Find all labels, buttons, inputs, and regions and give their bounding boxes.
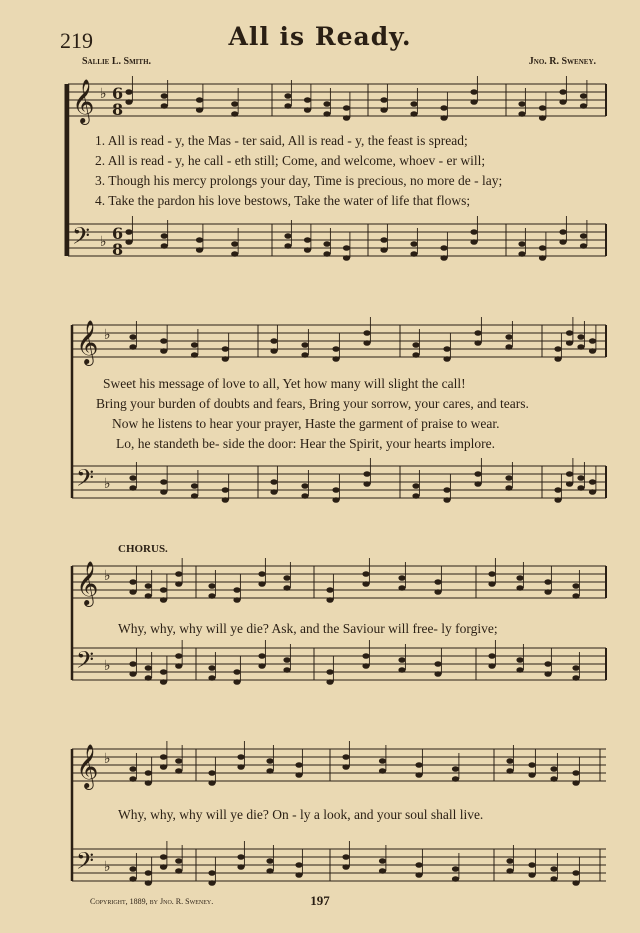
note-head [129,475,136,481]
key-flat-icon: ♭ [104,658,111,674]
note-head [160,864,167,870]
note-head [398,657,405,663]
note-head [323,251,330,257]
note-head [518,251,525,257]
note-head [559,89,566,95]
note-head [398,585,405,591]
note-head [412,493,419,499]
note-head [488,571,495,577]
note-head [539,105,546,111]
note-head [443,497,450,503]
note-head [577,334,584,340]
note-head [539,245,546,251]
note-head [559,99,566,105]
verse-line: Lo, he standeth be- side the door: Hear the Spirit, your hearts implore. [116,436,496,451]
note-head [258,581,265,587]
note-head [577,475,584,481]
note-head [505,344,512,350]
verse-line: 1. All is read - y, the Mas - ter said, All is read - y, the feast is spread; [95,133,468,148]
note-head [452,876,459,882]
note-head [415,872,422,878]
note-head [175,768,182,774]
note-head [343,245,350,251]
note-head [283,585,290,591]
note-head [326,587,333,593]
note-head [161,243,168,249]
key-flat-icon: ♭ [100,234,107,250]
note-head [208,780,215,786]
note-head [554,497,561,503]
key-flat-icon: ♭ [100,86,107,102]
note-head [488,653,495,659]
note-head [434,671,441,677]
note-head [323,111,330,117]
note-head [589,479,596,485]
note-head [145,583,152,589]
key-flat-icon: ♭ [104,859,111,875]
note-head [362,571,369,577]
note-head [412,352,419,358]
note-head [237,854,244,860]
note-head [208,675,215,681]
treble-clef-icon: 𝄞 [76,561,99,605]
note-head [580,233,587,239]
note-head [440,115,447,121]
note-head [295,872,302,878]
note-head [283,657,290,663]
note-head [129,661,136,667]
note-head [208,880,215,886]
note-head [544,671,551,677]
chorus-label: CHORUS. [118,543,168,555]
note-head [380,237,387,243]
note-head [208,770,215,776]
note-head [440,255,447,261]
note-head [342,854,349,860]
note-head [304,237,311,243]
note-head [410,111,417,117]
note-head [332,356,339,362]
note-head [266,758,273,764]
note-head [474,330,481,336]
note-head [362,653,369,659]
note-head [196,97,203,103]
note-head [506,858,513,864]
note-head [222,497,229,503]
note-head [342,754,349,760]
note-head [415,772,422,778]
note-head [589,338,596,344]
note-head [295,862,302,868]
note-head [566,471,573,477]
note-head [129,766,136,772]
note-head [342,764,349,770]
note-head [379,758,386,764]
note-head [233,587,240,593]
note-head [363,340,370,346]
note-head [580,103,587,109]
note-head [323,101,330,107]
note-head [129,876,136,882]
note-head [516,667,523,673]
note-head [237,764,244,770]
verse-line: 4. Take the pardon his love bestows, Take the water of life that flows; [95,193,471,208]
note-head [125,89,132,95]
note-head [516,585,523,591]
note-head [589,489,596,495]
note-head [284,233,291,239]
note-head [572,665,579,671]
note-head [125,99,132,105]
note-head [129,776,136,782]
note-head [518,241,525,247]
note-head [488,663,495,669]
time-signature: 6 [112,84,124,103]
note-head [550,876,557,882]
note-head [415,762,422,768]
note-head [160,338,167,344]
note-head [129,334,136,340]
note-head [129,589,136,595]
key-flat-icon: ♭ [104,327,111,343]
note-head [258,571,265,577]
note-head [566,330,573,336]
note-head [208,593,215,599]
note-head [528,772,535,778]
note-head [589,348,596,354]
note-head [452,766,459,772]
note-head [343,255,350,261]
note-head [505,475,512,481]
note-head [343,105,350,111]
note-head [160,489,167,495]
note-head [175,581,182,587]
note-head [160,754,167,760]
note-head [208,583,215,589]
note-head [470,239,477,245]
note-head [559,229,566,235]
treble-clef-icon: 𝄞 [72,79,95,123]
note-head [208,870,215,876]
note-head [270,338,277,344]
note-head [544,579,551,585]
note-head [443,346,450,352]
note-head [380,107,387,113]
note-head [326,597,333,603]
note-head [196,107,203,113]
note-head [506,768,513,774]
note-head [129,671,136,677]
note-head [363,471,370,477]
note-head [326,669,333,675]
note-head [233,669,240,675]
note-head [362,663,369,669]
note-head [470,89,477,95]
note-head [572,870,579,876]
note-head [301,483,308,489]
chorus-line-2: Why, why, why will ye die? On - ly a look, and your soul shall live. [118,807,484,822]
note-head [343,115,350,121]
note-head [398,667,405,673]
note-head [160,679,167,685]
note-head [380,247,387,253]
note-head [434,589,441,595]
note-head [233,679,240,685]
note-head [452,776,459,782]
note-head [572,583,579,589]
note-head [160,854,167,860]
note-head [434,661,441,667]
note-head [410,101,417,107]
note-head [231,251,238,257]
note-head [231,101,238,107]
note-head [518,101,525,107]
note-head [379,868,386,874]
note-head [440,245,447,251]
bass-clef-icon: 𝄢 [76,847,95,880]
note-head [145,675,152,681]
note-head [301,352,308,358]
bass-clef-icon: 𝄢 [76,646,95,679]
verse-block-2 [96,374,529,454]
note-head [528,762,535,768]
note-head [577,485,584,491]
note-head [474,471,481,477]
note-head [191,352,198,358]
note-head [175,758,182,764]
note-head [145,665,152,671]
note-head [412,483,419,489]
verse-line: Sweet his message of love to all, Yet how many will slight the call! [103,376,466,391]
bass-clef-icon: 𝄢 [72,222,91,255]
note-head [129,344,136,350]
note-head [270,348,277,354]
note-head [572,675,579,681]
note-head [283,575,290,581]
verse-line: Bring your burden of doubts and fears, Bring your sorrow, your cares, and tears. [96,396,529,411]
note-head [295,762,302,768]
note-head [332,497,339,503]
note-head [222,487,229,493]
note-head [266,868,273,874]
note-head [175,868,182,874]
note-head [410,251,417,257]
note-head [160,597,167,603]
note-head [380,97,387,103]
copyright-notice: Copyright, 1889, by Jno. R. Sweney. [90,897,214,906]
note-head [518,111,525,117]
note-head [231,111,238,117]
hymn-number: 219 [60,28,93,53]
note-head [160,764,167,770]
note-head [295,772,302,778]
verse-line: Now he listens to hear your prayer, Haste the garment of praise to wear. [112,416,500,431]
note-head [258,653,265,659]
page-number: 197 [310,893,330,908]
note-head [284,243,291,249]
note-head [443,356,450,362]
note-head [191,493,198,499]
note-head [160,479,167,485]
note-head [572,880,579,886]
note-head [304,247,311,253]
note-head [505,334,512,340]
note-head [266,858,273,864]
bass-clef-icon: 𝄢 [76,464,95,497]
note-head [237,864,244,870]
note-head [160,587,167,593]
note-head [362,581,369,587]
note-head [516,575,523,581]
note-head [528,862,535,868]
note-head [301,342,308,348]
note-head [304,107,311,113]
note-head [283,667,290,673]
note-head [572,593,579,599]
note-head [175,571,182,577]
note-head [332,487,339,493]
note-head [363,330,370,336]
note-head [266,768,273,774]
note-head [415,862,422,868]
lyricist-credit: Sallie L. Smith. [82,56,152,67]
time-signature: 8 [112,100,124,119]
note-head [129,579,136,585]
note-head [539,255,546,261]
key-flat-icon: ♭ [104,476,111,492]
note-head [208,665,215,671]
note-head [222,346,229,352]
note-head [196,247,203,253]
note-head [161,93,168,99]
note-head [145,593,152,599]
time-signature: 6 [112,224,124,243]
note-head [443,487,450,493]
note-head [516,657,523,663]
note-head [398,575,405,581]
note-head [412,342,419,348]
note-head [544,589,551,595]
note-head [554,356,561,362]
note-head [572,770,579,776]
note-head [129,866,136,872]
note-head [566,340,573,346]
note-head [196,237,203,243]
note-head [231,241,238,247]
note-head [470,229,477,235]
note-head [410,241,417,247]
note-head [577,344,584,350]
note-head [440,105,447,111]
key-flat-icon: ♭ [104,568,111,584]
note-head [506,758,513,764]
note-head [363,481,370,487]
note-head [175,663,182,669]
note-head [470,99,477,105]
note-head [323,241,330,247]
note-head [566,481,573,487]
treble-clef-icon: 𝄞 [76,744,99,788]
note-head [488,581,495,587]
note-head [379,768,386,774]
chorus-line-1: Why, why, why will ye die? Ask, and the Saviour will free- ly forgive; [118,621,498,636]
note-head [550,866,557,872]
note-head [270,489,277,495]
note-head [191,483,198,489]
note-head [332,346,339,352]
note-head [580,243,587,249]
note-head [554,487,561,493]
note-head [342,864,349,870]
note-head [237,754,244,760]
note-head [434,579,441,585]
note-head [301,493,308,499]
note-head [474,481,481,487]
note-head [559,239,566,245]
note-head [160,348,167,354]
composer-credit: Jno. R. Sweney. [528,56,596,67]
note-head [175,653,182,659]
note-head [284,93,291,99]
note-head [270,479,277,485]
note-head [506,868,513,874]
note-head [550,776,557,782]
note-head [258,663,265,669]
verse-line: 2. All is read - y, he call - eth still; Come, and welcome, whoev - er will; [95,153,486,168]
note-head [474,340,481,346]
note-head [191,342,198,348]
note-head [452,866,459,872]
note-head [233,597,240,603]
note-head [528,872,535,878]
note-head [554,346,561,352]
time-signature: 8 [112,240,124,259]
note-head [326,679,333,685]
note-head [145,770,152,776]
treble-clef-icon: 𝄞 [76,320,99,364]
note-head [145,880,152,886]
note-head [222,356,229,362]
note-head [544,661,551,667]
note-head [161,233,168,239]
note-head [304,97,311,103]
note-head [379,858,386,864]
note-head [284,103,291,109]
hymn-title: All is Ready. [228,22,412,51]
note-head [129,485,136,491]
note-head [580,93,587,99]
verse-block-1 [95,131,502,211]
note-head [125,229,132,235]
note-head [539,115,546,121]
note-head [550,766,557,772]
note-head [161,103,168,109]
note-head [175,858,182,864]
note-head [125,239,132,245]
note-head [145,870,152,876]
note-head [160,669,167,675]
key-flat-icon: ♭ [104,751,111,767]
verse-line: 3. Though his mercy prolongs your day, Time is precious, no more de - lay; [95,173,503,188]
note-head [505,485,512,491]
note-head [572,780,579,786]
note-head [145,780,152,786]
